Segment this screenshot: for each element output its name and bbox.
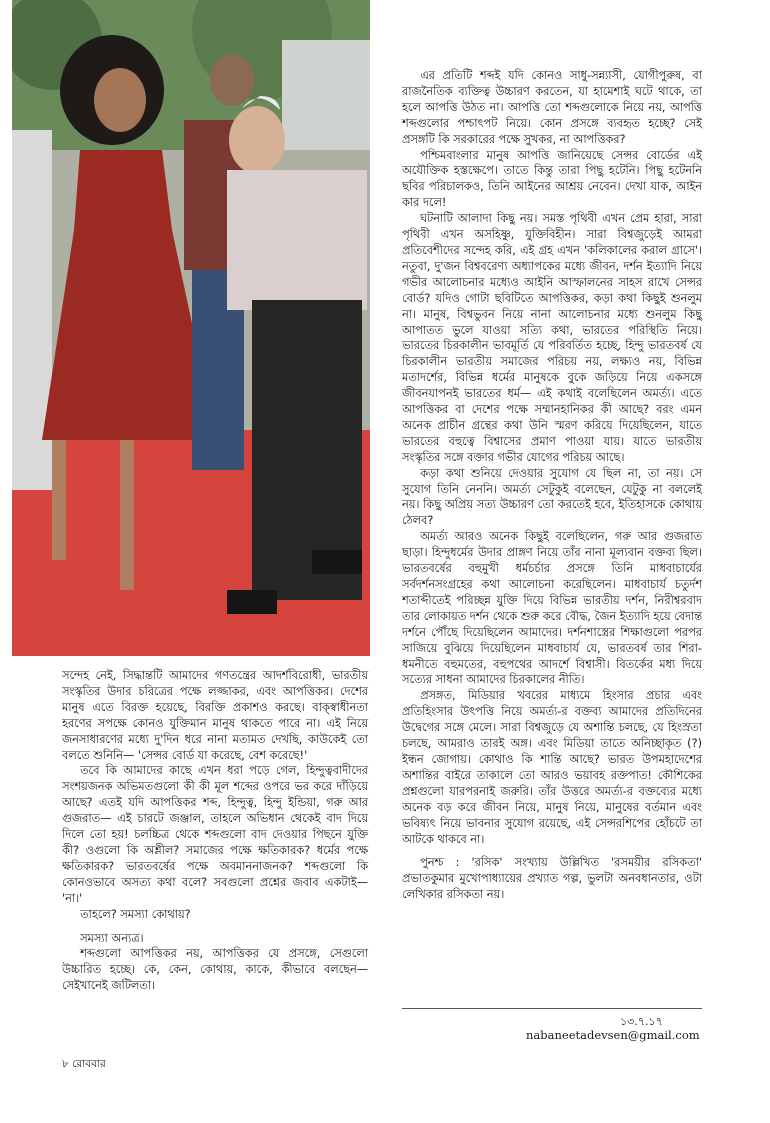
paragraph: পশ্চিমবাংলার মানুষ আপত্তি জানিয়েছে সেন্সর বোর্ডের এই অযৌক্তিক হস্তক্ষেপে। তাতে কিন্তু তারা পিছু হটেনি। পিছু হটেননি ছবির পরিচালকও, তিনি আইনের আশ্রয় নেবেন। দেখা যাক, আইন কার দলে! — [402, 148, 702, 210]
paragraph: প্রসঙ্গত, মিডিয়ার খবরের মাধ্যমে হিংসার প্রচার এবং প্রতিহিংসার উৎপত্তি নিয়ে অমর্ত্য-র বক্তব্য আমাদের প্রতিদিনের উদ্বেগের সঙ্গে মেলে। সারা বিশ্বজুড়ে যে অশান্তি চলছে, যে হিংস্রতা চলছে, আমরাও তারই অঙ্গ। এবং মিডিয়া তাতে অনিচ্ছাকৃত (?) ইন্ধন জোগায়। কোথাও কি শান্তি আছে? ভারত উপমহাদেশের অশান্তির বাইরে তাকালে তো আরও ভয়াবহ রক্তপাত! কৌশিকের প্রশ্নগুলো যারপরনাই জরুরি। তাঁর উত্তরে অমর্ত্য-র বক্তব্যের মধ্যে অনেক বড় করে জীবন নিয়ে, মানুষ নিয়ে, মানুষের বর্তমান এবং ভবিষ্যৎ নিয়ে ভাবনার সুযোগ রয়েছে, এই সেন্সরশিপের হোঁচটে তা আটকে থাকবে না। — [402, 689, 702, 846]
right-column — [402, 68, 702, 903]
article-date: ১৩.৭.১৭ — [620, 1015, 663, 1028]
paragraph: অমর্ত্য আরও অনেক কিছুই বলেছিলেন, গরু আর গুজরাত ছাড়া। হিন্দুধর্মের উদার প্রাঙ্গণ নিয়ে তাঁর নানা মূল্যবান বক্তব্য ছিল। ভারতবর্ষের বহুমুখী ধর্মচর্চার প্রসঙ্গে তিনি মাধবাচার্যের সর্বদর্শনসংগ্রহের কথা আলোচনা করেছিলেন। মাধবাচার্য চতুর্দশ শতাব্দীতেই পরিচ্ছন্ন যুক্তি দিয়ে বিভিন্ন ভারতীয় দর্শন, নিরীশ্বরবাদ তার লোকায়ত দর্শন থেকে শুরু করে বৌদ্ধ, জৈন ইত্যাদি হয়ে বেদান্ত দর্শনে পৌঁছে দিয়েছিলেন আমাদের। দর্শনশাস্ত্রের শিক্ষাগুলো পরপর সাজিয়ে বুঝিয়ে দিয়েছিলেন মাধবাচার্য যে, ভারতবর্ষ তার শিরা-ধমনীতে বহুমতের, বহুপথের আদর্শে বিশ্বাসী। বিতর্কের মধ্য দিয়ে সত্যের সাধনা আমাদের চিরকালের নীতি। — [402, 530, 702, 687]
divider — [402, 1008, 702, 1009]
paragraph: তাহলে? সমস্যা কোথায়? — [80, 907, 191, 921]
paragraph: শব্দগুলো আপত্তিকর নয়, আপত্তিকর যে প্রসঙ্গে, সেগুলো উচ্চারিত হচ্ছে। কে, কেন, কোথায়, কাকে, কীভাবে বলছেন— সেইখানেই জটিলতা। — [62, 947, 368, 993]
author-email[interactable]: nabaneetadevsen@gmail.com — [526, 1028, 700, 1042]
paragraph: সমস্যা অন্যত্র। — [80, 931, 144, 945]
article-photo — [12, 0, 370, 656]
paragraph: এর প্রতিটি শব্দই যদি কোনও সাধু-সন্ন্যাসী, যোগীপুরুষ, বা রাজনৈতিক ব্যক্তিত্ব উচ্চারণ করতেন, যা হামেশাই ঘটে থাকে, তা হলে আপত্তি উঠত না। আপত্তি তো শব্দগুলোকে নিয়ে নয়, আপত্তি শব্দগুলোর পশ্চাৎপট নিয়ে। কোন প্রসঙ্গে ব্যবহৃত হচ্ছে? সেই প্রসঙ্গটি কি সরকারের পক্ষে সুখকর, না আপত্তিকর? — [402, 69, 702, 146]
paragraph: তবে কি আমাদের কাছে এখন ধরা পড়ে গেল, হিন্দুত্ববাদীদের সংশয়জনক অভিমতগুলো কী কী মূল শব্দের ওপরে ভর করে দাঁড়িয়ে আছে? এতই যদি আপত্তিকর শব্দ, হিন্দুত্ব, হিন্দু ইন্ডিয়া, গরু আর গুজরাত— এই চারটে জঞ্জাল, তাহলে অভিধান থেকেই বাদ দিয়ে দিলে তো হয়! চলচ্চিত্র থেকে শব্দগুলো বাদ দেওয়ার পিছনে যুক্তি কী? ওগুলো কি অশ্লীল? সমাজের পক্ষে ক্ষতিকারক? ধর্মের পক্ষে ক্ষতিকারক? ভারতবর্ষের পক্ষে অবমাননাজনক? শব্দগুলো কি কোনওভাবে অসত্য কথা বলে? সবগুলো প্রশ্নের জবাব একটাই— 'না।' — [62, 764, 368, 905]
paragraph: সন্দেহ নেই, সিদ্ধান্তটি আমাদের গণতন্ত্রের আদর্শবিরোধী, ভারতীয় সংস্কৃতির উদার চরিত্রের পক্ষে লজ্জাকর, এবং আপত্তিকর। দেশের মানুষ এতে বিরক্ত হয়েছে, বিরক্তি প্রকাশও করছে। বাক্‌স্বাধীনতা হরণের সপক্ষে কোনও যুক্তিমান মানুষ থাকতে পারে না। এই নিয়ে জনসাধারণের মধ্যে দু'দিন ধরে নানা মতামত দেখছি, কাউকেই তো বলতে শুনিনি— 'সেন্সর বোর্ড যা করেছে, বেশ করেছে!' — [62, 669, 368, 762]
photo-illustration — [12, 0, 370, 656]
paragraph: কড়া কথা শুনিয়ে দেওয়ার সুযোগ যে ছিল না, তা নয়। সে সুযোগ তিনি নেননি। অমর্ত্য সেটুকুই বলেছেন, যেটুকু না বললেই নয়। কিছু অপ্রিয় সত্য উচ্চারণ তো করতেই হবে, ইতিহাসকে কোথায় ঠেলব? — [402, 466, 702, 528]
left-column — [62, 668, 368, 994]
postscript: পুনশ্চ : 'রসিক' সংখ্যায় উল্লিখিত 'রসময়ীর রসিকতা' প্রভাতকুমার মুখোপাধ্যায়ের প্রখ্যাত গল্প, ভুলটা অনবধানতার, ওটা লেখিকার রসিকতা নয়। — [402, 856, 702, 902]
page-folio: ৮ রোববার — [62, 1058, 106, 1070]
paragraph: ঘটনাটি আলাদা কিছু নয়। সমস্ত পৃথিবী এখন প্রেম হারা, সারা পৃথিবী এখন অসহিষ্ণু, যুক্তিবিহীন। সারা বিশ্বজুড়েই আমরা প্রতিবেশীদের সন্দেহ করি, এই গ্রহ এখন 'কলিকালের করাল গ্রাসে'। নতুবা, দু'জন বিশ্ববরেণ্য অধ্যাপকের মধ্যে জীবন, দর্শন ইত্যাদি নিয়ে গভীর আলোচনার মধ্যেও আইনি আস্ফালনের সাহস রাখে সেন্সর বোর্ড? যদিও গোটা ছবিটিতে আপত্তিকর, কড়া কথা কিছুই শুনলুম না। মানুষ, বিশ্বভুবন নিয়ে নানা আলোচনার মধ্যে শুনলুম কিছু আপাতত ভুলে যাওয়া সত্যি কথা, ভারতের পরিস্থিতি নিয়ে। ভারতের চিরকালীন ভাবমূর্তি যে পরিবর্তিত হচ্ছে, হিন্দু ভারতবর্ষ যে চিরকালীন ভারতীয় সমাজের পরিচয় নয়, লক্ষ্যও নয়, বিভিন্ন মতাদর্শের, বিভিন্ন ধর্মের মানুষকে বুকে জড়িয়ে নিয়ে একসঙ্গে জীবনযাপনই ভারতের ধর্ম— এই কথাই বলেছিলেন অমর্ত্য। এতে আপত্তিকর বা দেশের পক্ষে সম্মানহানিকর কী আছে? বরং এমন অনেক প্রাচীন গ্রন্থের কথা উনি স্মরণ করিয়ে দিয়েছিলেন, যাতে ভারতের বহুত্বে বিশ্বাসের প্রমাণ পাওয়া যায়। যাতে ভারতীয় সংস্কৃতির সঙ্গে বক্তার গভীর যোগের পরিচয় আছে। — [402, 212, 702, 464]
